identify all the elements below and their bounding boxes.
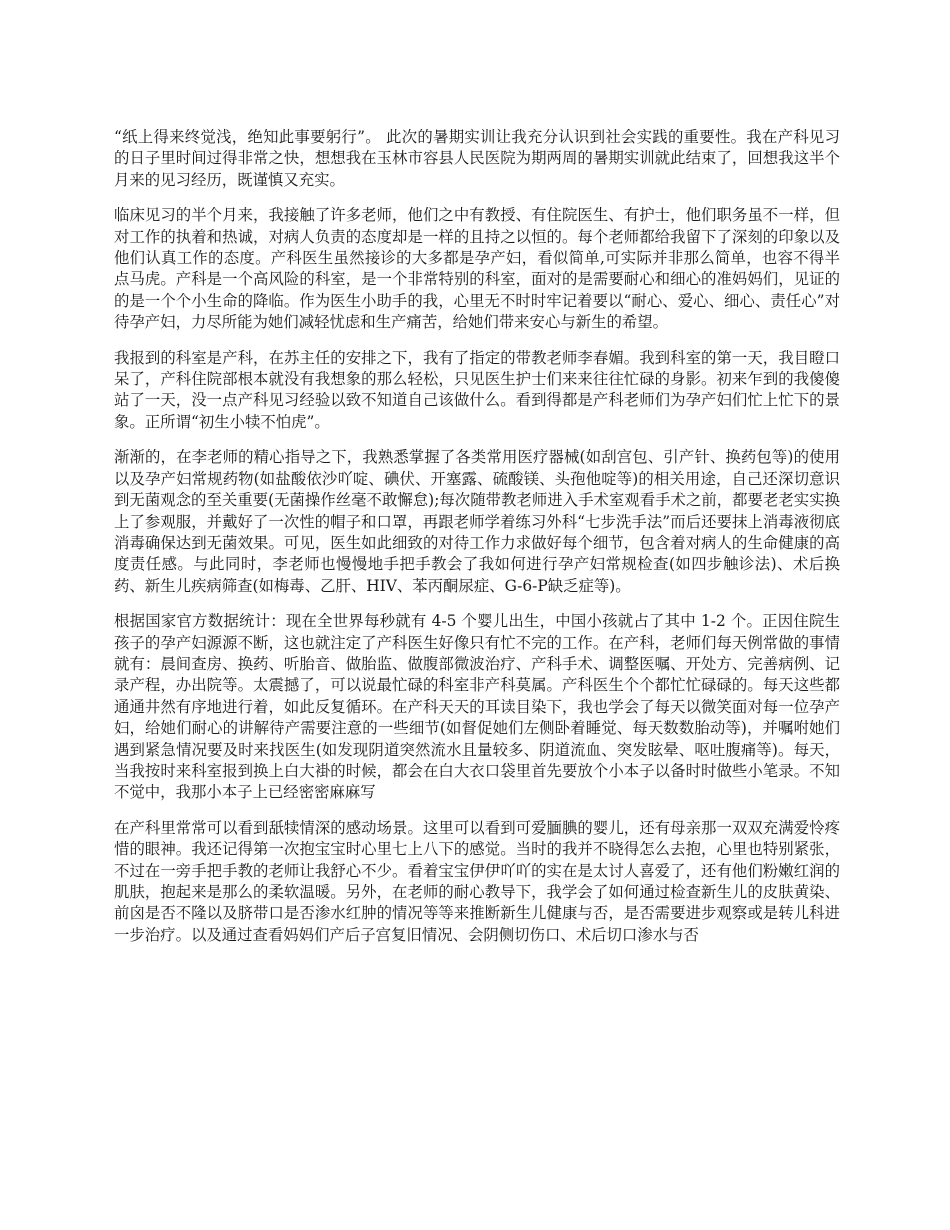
document-body [114,127,840,960]
paragraph-1: “纸上得来终觉浅，绝知此事要躬行”。 此次的暑期实训让我充分认识到社会实践的重要性。我在产科见习的日子里时间过得非常之快，想想我在玉林市容县人民医院为期两周的暑期实训就此结束了，回想我这半个月来的见习经历，既谨慎又充实。 [114,128,840,189]
paragraph-3: 我报到的科室是产科，在苏主任的安排之下，我有了指定的带教老师李春媚。我到科室的第一天，我目瞪口呆了，产科住院部根本就没有我想象的那么轻松，只见医生护士们来来往往忙碌的身影。初来乍到的我傻傻站了一天，没一点产科见习经验以致不知道自己该做什么。看到得都是产科老师们为孕产妇们忙上忙下的景象。正所谓“初生小犊不怕虎”。 [114,348,840,431]
paragraph-6: 在产科里常常可以看到舐犊情深的感动场景。这里可以看到可爱腼腆的婴儿，还有母亲那一双双充满爱怜疼惜的眼神。我还记得第一次抱宝宝时心里七上八下的感觉。当时的我并不晓得怎么去抱，心里也特别紧张，不过在一旁手把手教的老师让我舒心不少。看着宝宝伊伊吖吖的实在是太讨人喜爱了，还有他们粉嫩红润的肌肤，抱起来是那么的柔软温暖。另外，在老师的耐心教导下，我学会了如何通过检查新生儿的皮肤黄染、前囟是否不隆以及脐带口是否渗水红肿的情况等等来推断新生儿健康与否，是否需要进步观察或是转儿科进一步治疗。以及通过查看妈妈们产后子宫复旧情况、会阴侧切伤口、术后切口渗水与否 [114,818,840,944]
paragraph-2: 临床见习的半个月来，我接触了许多老师，他们之中有教授、有住院医生、有护士，他们职务虽不一样，但对工作的执着和热诚，对病人负责的态度却是一样的且持之以恒的。每个老师都给我留下了深刻的印象以及他们认真工作的态度。产科医生虽然接诊的大多都是孕产妇，看似简单,可实际并非那么简单，也容不得半点马虎。产科是一个高风险的科室，是一个非常特别的科室，面对的是需要耐心和细心的准妈妈们，见证的的是一个个小生命的降临。作为医生小助手的我，心里无不时时牢记着要以“耐心、爱心、细心、责任心”对待孕产妇，力尽所能为她们减轻忧虑和生产痛苦，给她们带来安心与新生的希望。 [114,206,840,332]
paragraph-5: 根据国家官方数据统计：现在全世界每秒就有 4-5 个婴儿出生，中国小孩就占了其中 1-2 个。正因住院生孩子的孕产妇源源不断，这也就注定了产科医生好像只有忙不完的工作。在产科，老师们每天例常做的事情就有：晨间查房、换药、听胎音、做胎监、做腹部微波治疗、产科手术、调整医嘱、开处方、完善病例、记录产程，办出院等。太震撼了，可以说最忙碌的科室非产科莫属。产科医生个个都忙忙碌碌的。每天这些都通通井然有序地进行着，如此反复循环。在产科天天的耳读目染下，我也学会了每天以微笑面对每一位孕产妇，给她们耐心的讲解待产需要注意的一些细节(如督促她们左侧卧着睡觉、每天数数胎动等)，并嘱咐她们遇到紧急情况要及时来找医生(如发现阴道突然流水且量较多、阴道流血、突发眩晕、呕吐腹痛等)。每天，当我按时来科室报到换上白大褂的时候，都会在白大衣口袋里首先要放个小本子以备时时做些小笔录。不知不觉中，我那小本子上已经密密麻麻写 [114,612,840,802]
paragraph-4: 渐渐的，在李老师的精心指导之下，我熟悉掌握了各类常用医疗器械(如刮宫包、引产针、换药包等)的使用以及孕产妇常规药物(如盐酸依沙吖啶、碘伏、开塞露、硫酸镁、头孢他啶等)的相关用途，自己还深切意识到无菌观念的至关重要(无菌操作丝毫不敢懈怠);每次随带教老师进入手术室观看手术之前，都要老老实实换上了参观服，并戴好了一次性的帽子和口罩，再跟老师学着练习外科“七步洗手法”而后还要抹上消毒液彻底消毒确保达到无菌效果。可见，医生如此细致的对待工作力求做好每个细节，包含着对病人的生命健康的高度责任感。与此同时，李老师也慢慢地手把手教会了我如何进行孕产妇常规检查(如四步触诊法)、术后换药、新生儿疾病筛查(如梅毒、乙肝、HIV、苯丙酮尿症、G-6-P缺乏症等)。 [114,448,840,595]
